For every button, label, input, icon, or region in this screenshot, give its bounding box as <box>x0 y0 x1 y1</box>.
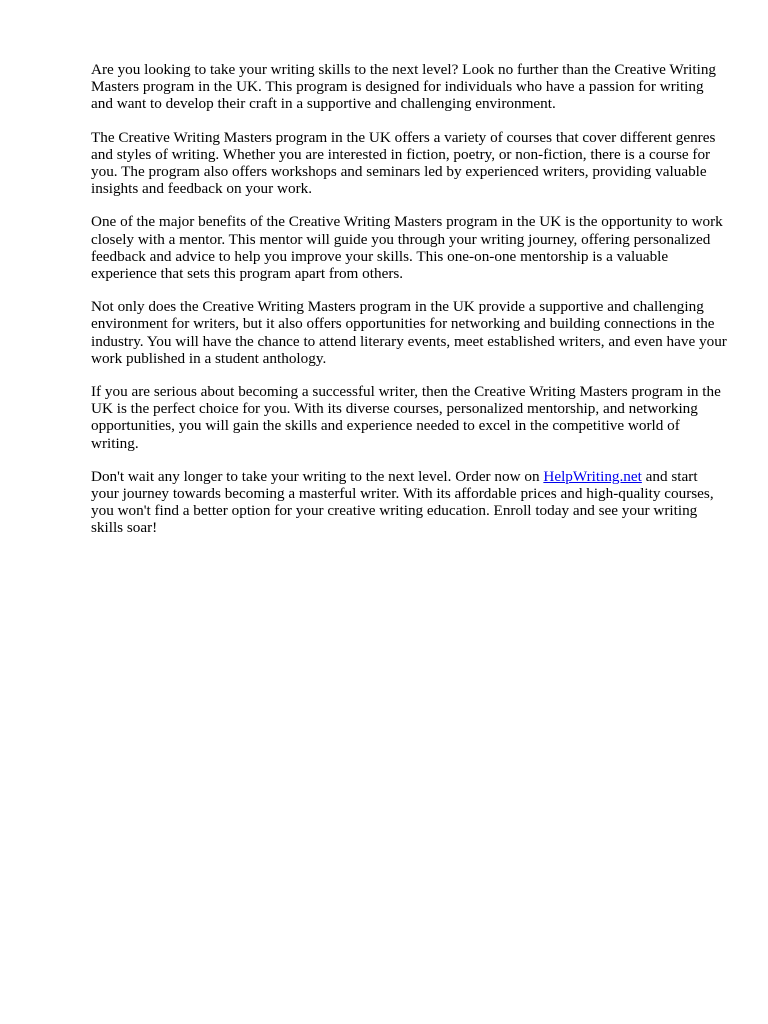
helpwriting-link[interactable]: HelpWriting.net <box>543 467 642 485</box>
cta-text-after-link: and start your journey towards becoming a masterful writer. With its affordable prices and high-quality courses, you won't find a better option for your creative writing education. Enroll today and see your writing skills soar! <box>91 467 714 537</box>
cta-text-before-link: Don't wait any longer to take your writing to the next level. Order now on <box>91 467 544 485</box>
paragraph-conclusion: If you are serious about becoming a successful writer, then the Creative Writing Masters program in the UK is the perfect choice for you. With its diverse courses, personalized mentorship, and networking opportunities, you will gain the skills and experience needed to excel in the competitive world of writing. <box>91 383 721 452</box>
paragraph-mentorship: One of the major benefits of the Creative Writing Masters program in the UK is the opportunity to work closely with a mentor. This mentor will guide you through your writing journey, offering personalized feedback and advice to help you improve your skills. This one-on-one mentorship is a valuable experience that sets this program apart from others. <box>91 213 723 283</box>
document-body <box>91 61 727 553</box>
paragraph-intro: Are you looking to take your writing skills to the next level? Look no further than the Creative Writing Masters program in the UK. This program is designed for individuals who have a passion for writing and want to develop their craft in a supportive and challenging environment. <box>91 61 717 113</box>
paragraph-networking: Not only does the Creative Writing Masters program in the UK provide a supportive and challenging environment for writers, but it also offers opportunities for networking and building connections in the industry. You will have the chance to attend literary events, meet established writers, and even have your work published in a student anthology. <box>91 298 727 367</box>
paragraph-call-to-action <box>91 468 727 537</box>
paragraph-courses: The Creative Writing Masters program in the UK offers a variety of courses that cover different genres and styles of writing. Whether you are interested in fiction, poetry, or non-fiction, there is a course for you. The program also offers workshops and seminars led by experienced writers, providing valuable insights and feedback on your work. <box>91 128 716 198</box>
